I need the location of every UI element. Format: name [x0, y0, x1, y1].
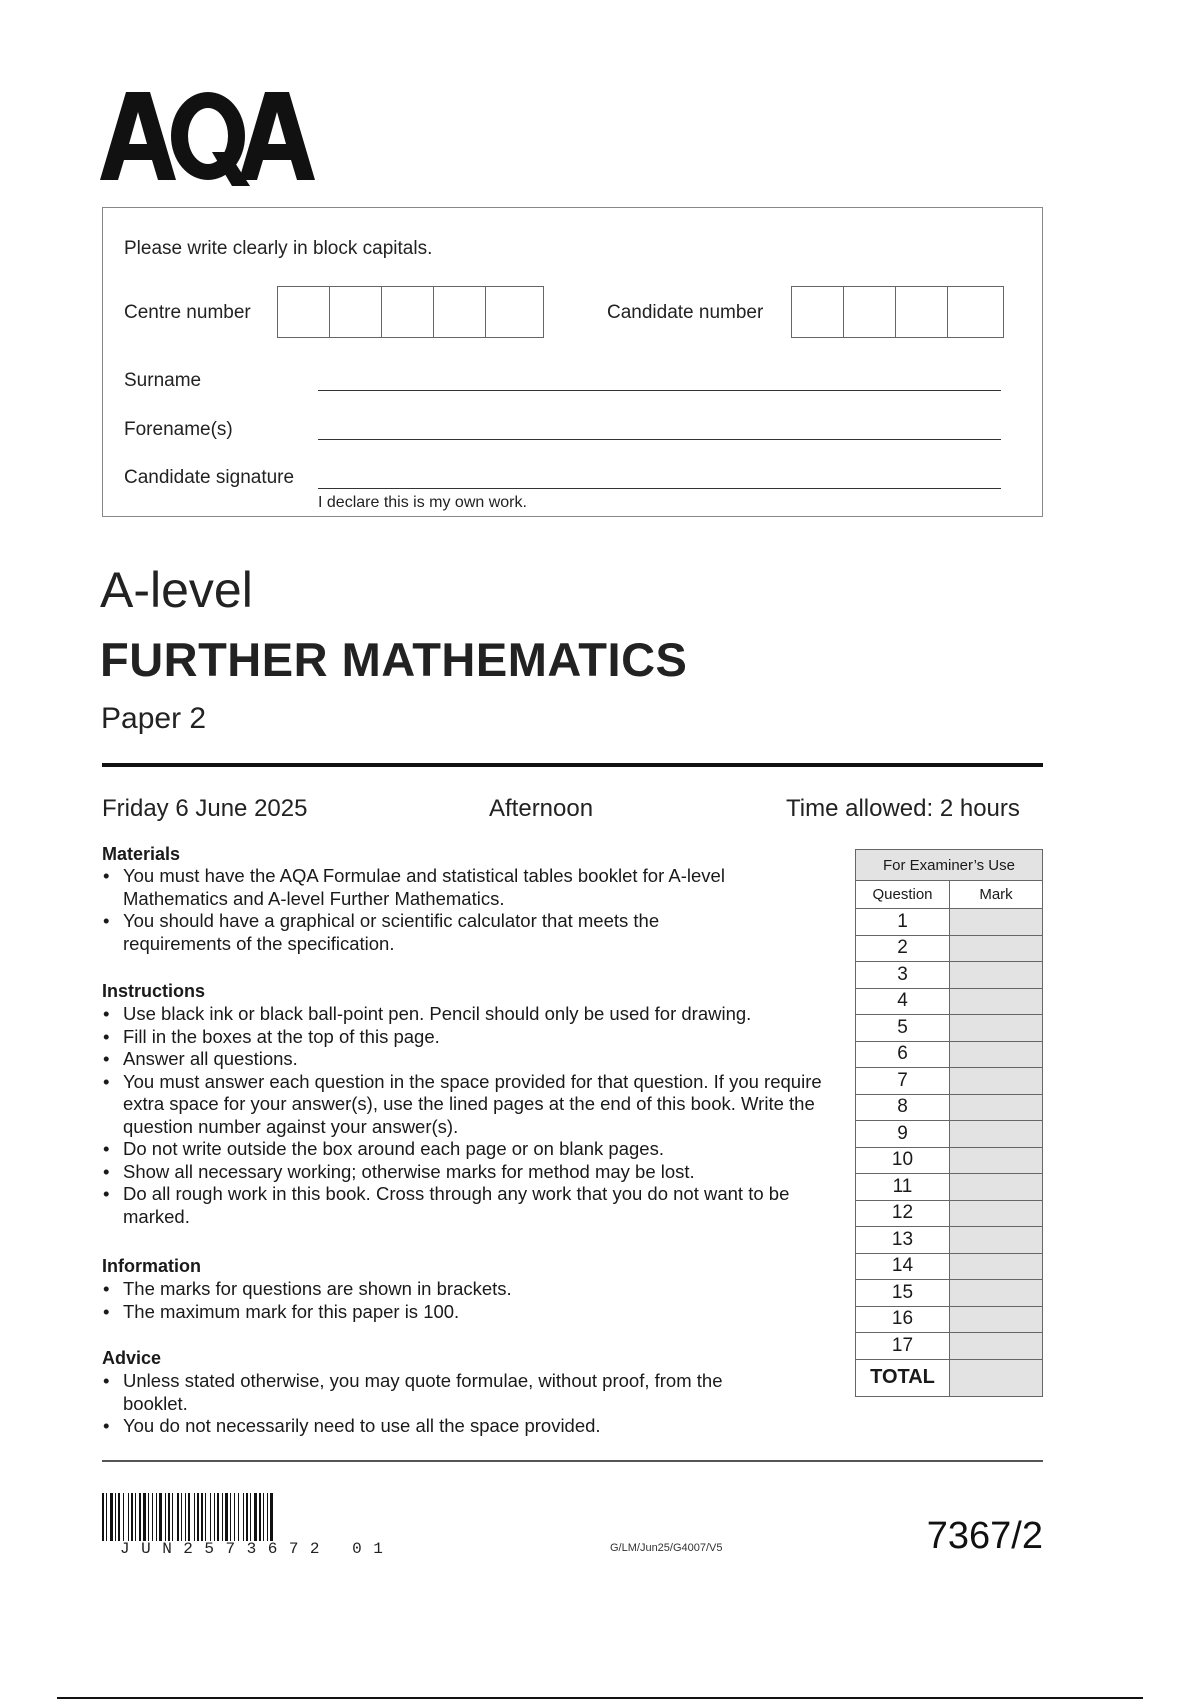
- total-mark-cell: [950, 1359, 1043, 1396]
- centre-number-label: Centre number: [124, 302, 251, 323]
- question-number: 6: [856, 1041, 950, 1068]
- list-item: • You must answer each question in the space provided for that question. If you require extra space for your answer(s), use the lined pages at the end of this book. Write the question number against your answer(s).: [102, 1071, 837, 1139]
- mark-cell: [950, 1094, 1043, 1121]
- candidate-number-boxes[interactable]: [791, 286, 1004, 338]
- table-row: [856, 1280, 1043, 1307]
- mark-cell: [950, 1253, 1043, 1280]
- table-row: [856, 1174, 1043, 1201]
- list-item: • Use black ink or black ball-point pen. Pencil should only be used for drawing.: [102, 1003, 837, 1026]
- mark-cell: [950, 1227, 1043, 1254]
- mark-cell: [950, 1333, 1043, 1360]
- list-item: • You must have the AQA Formulae and statistical tables booklet for A-level Mathematics and A-level Further Mathematics.: [102, 865, 752, 910]
- question-number: 8: [856, 1094, 950, 1121]
- candidate-number-label: Candidate number: [607, 302, 764, 323]
- question-number: 2: [856, 935, 950, 962]
- advice-list: [102, 1370, 732, 1438]
- signature-label: Candidate signature: [124, 467, 295, 488]
- table-row: [856, 1068, 1043, 1095]
- examiner-use-table: [855, 849, 1043, 1397]
- time-allowed: Time allowed: 2 hours: [786, 795, 1020, 822]
- centre-number-digit[interactable]: [434, 287, 486, 337]
- question-number: 12: [856, 1200, 950, 1227]
- list-item: • You do not necessarily need to use all the space provided.: [102, 1415, 732, 1438]
- exam-session: Afternoon: [489, 795, 594, 822]
- information-list: [102, 1278, 752, 1323]
- mark-cell: [950, 988, 1043, 1015]
- exam-date: Friday 6 June 2025: [102, 795, 308, 822]
- table-row: [856, 1306, 1043, 1333]
- barcode-icon: [102, 1493, 457, 1541]
- question-number: 14: [856, 1253, 950, 1280]
- paper-title: Paper 2: [101, 702, 207, 735]
- mark-column-header: Mark: [950, 881, 1043, 909]
- mark-cell: [950, 1068, 1043, 1095]
- subject-title: FURTHER MATHEMATICS: [100, 633, 688, 686]
- mark-cell: [950, 1041, 1043, 1068]
- list-item: • Show all necessary working; otherwise marks for method may be lost.: [102, 1161, 837, 1184]
- table-row: [856, 1041, 1043, 1068]
- advice-heading: Advice: [102, 1348, 162, 1368]
- list-item: • Do not write outside the box around each page or on blank pages.: [102, 1138, 837, 1161]
- centre-number-boxes[interactable]: [277, 286, 544, 338]
- table-row: [856, 935, 1043, 962]
- list-item: • Answer all questions.: [102, 1048, 837, 1071]
- list-item: • The marks for questions are shown in brackets.: [102, 1278, 752, 1301]
- qualification-level: A-level: [100, 562, 253, 618]
- information-heading: Information: [102, 1256, 201, 1276]
- question-number: 1: [856, 909, 950, 936]
- question-number: 10: [856, 1147, 950, 1174]
- instructions-heading: Instructions: [102, 981, 206, 1001]
- footer-divider: [102, 1460, 1043, 1462]
- list-item: • Do all rough work in this book. Cross through any work that you do not want to be marked.: [102, 1183, 837, 1228]
- table-row: [856, 909, 1043, 936]
- question-number: 9: [856, 1121, 950, 1148]
- mark-cell: [950, 1121, 1043, 1148]
- aqa-logo: [100, 92, 315, 187]
- mark-cell: [950, 1280, 1043, 1307]
- candidate-number-digit[interactable]: [792, 287, 844, 337]
- materials-list: [102, 865, 752, 955]
- title-divider: [102, 763, 1043, 767]
- examiner-table-title: For Examiner’s Use: [856, 850, 1043, 881]
- centre-number-digit[interactable]: [330, 287, 382, 337]
- table-row: [856, 1094, 1043, 1121]
- question-column-header: Question: [856, 881, 950, 909]
- mark-cell: [950, 1200, 1043, 1227]
- mark-cell: [950, 909, 1043, 936]
- total-label: TOTAL: [856, 1359, 950, 1396]
- question-number: 17: [856, 1333, 950, 1360]
- table-row: [856, 1227, 1043, 1254]
- question-number: 4: [856, 988, 950, 1015]
- candidate-number-digit[interactable]: [948, 287, 1003, 337]
- table-row: [856, 988, 1043, 1015]
- paper-code: 7367/2: [926, 1515, 1043, 1557]
- candidate-number-digit[interactable]: [844, 287, 896, 337]
- centre-number-digit[interactable]: [278, 287, 330, 337]
- document-reference: G/LM/Jun25/G4007/V5: [610, 1542, 723, 1554]
- table-row: [856, 962, 1043, 989]
- surname-label: Surname: [124, 370, 202, 391]
- list-item: • The maximum mark for this paper is 100.: [102, 1301, 752, 1324]
- signature-field[interactable]: [318, 488, 1001, 489]
- table-row: [856, 1015, 1043, 1042]
- centre-number-digit[interactable]: [486, 287, 541, 337]
- mark-cell: [950, 1147, 1043, 1174]
- question-number: 3: [856, 962, 950, 989]
- page-bottom-rule: [57, 1697, 1143, 1699]
- question-number: 16: [856, 1306, 950, 1333]
- declaration-text: I declare this is my own work.: [318, 494, 527, 511]
- barcode-text: JUN2573672 01: [120, 1540, 395, 1558]
- candidate-number-digit[interactable]: [896, 287, 948, 337]
- question-number: 11: [856, 1174, 950, 1201]
- mark-cell: [950, 935, 1043, 962]
- mark-cell: [950, 962, 1043, 989]
- mark-cell: [950, 1174, 1043, 1201]
- table-row: [856, 1253, 1043, 1280]
- question-number: 13: [856, 1227, 950, 1254]
- instructions-list: [102, 1003, 837, 1228]
- mark-cell: [950, 1306, 1043, 1333]
- question-number: 5: [856, 1015, 950, 1042]
- list-item: • Unless stated otherwise, you may quote formulae, without proof, from the booklet.: [102, 1370, 732, 1415]
- table-row: [856, 1121, 1043, 1148]
- surname-field[interactable]: [318, 390, 1001, 391]
- table-row: [856, 1147, 1043, 1174]
- centre-number-digit[interactable]: [382, 287, 434, 337]
- list-item: • Fill in the boxes at the top of this page.: [102, 1026, 837, 1049]
- block-capitals-instruction: Please write clearly in block capitals.: [124, 238, 433, 259]
- table-row: [856, 1333, 1043, 1360]
- question-number: 15: [856, 1280, 950, 1307]
- table-row: [856, 1200, 1043, 1227]
- forenames-label: Forename(s): [124, 419, 233, 440]
- materials-heading: Materials: [102, 844, 181, 864]
- question-number: 7: [856, 1068, 950, 1095]
- forenames-field[interactable]: [318, 439, 1001, 440]
- list-item: • You should have a graphical or scientific calculator that meets the requirements of the specification.: [102, 910, 752, 955]
- mark-cell: [950, 1015, 1043, 1042]
